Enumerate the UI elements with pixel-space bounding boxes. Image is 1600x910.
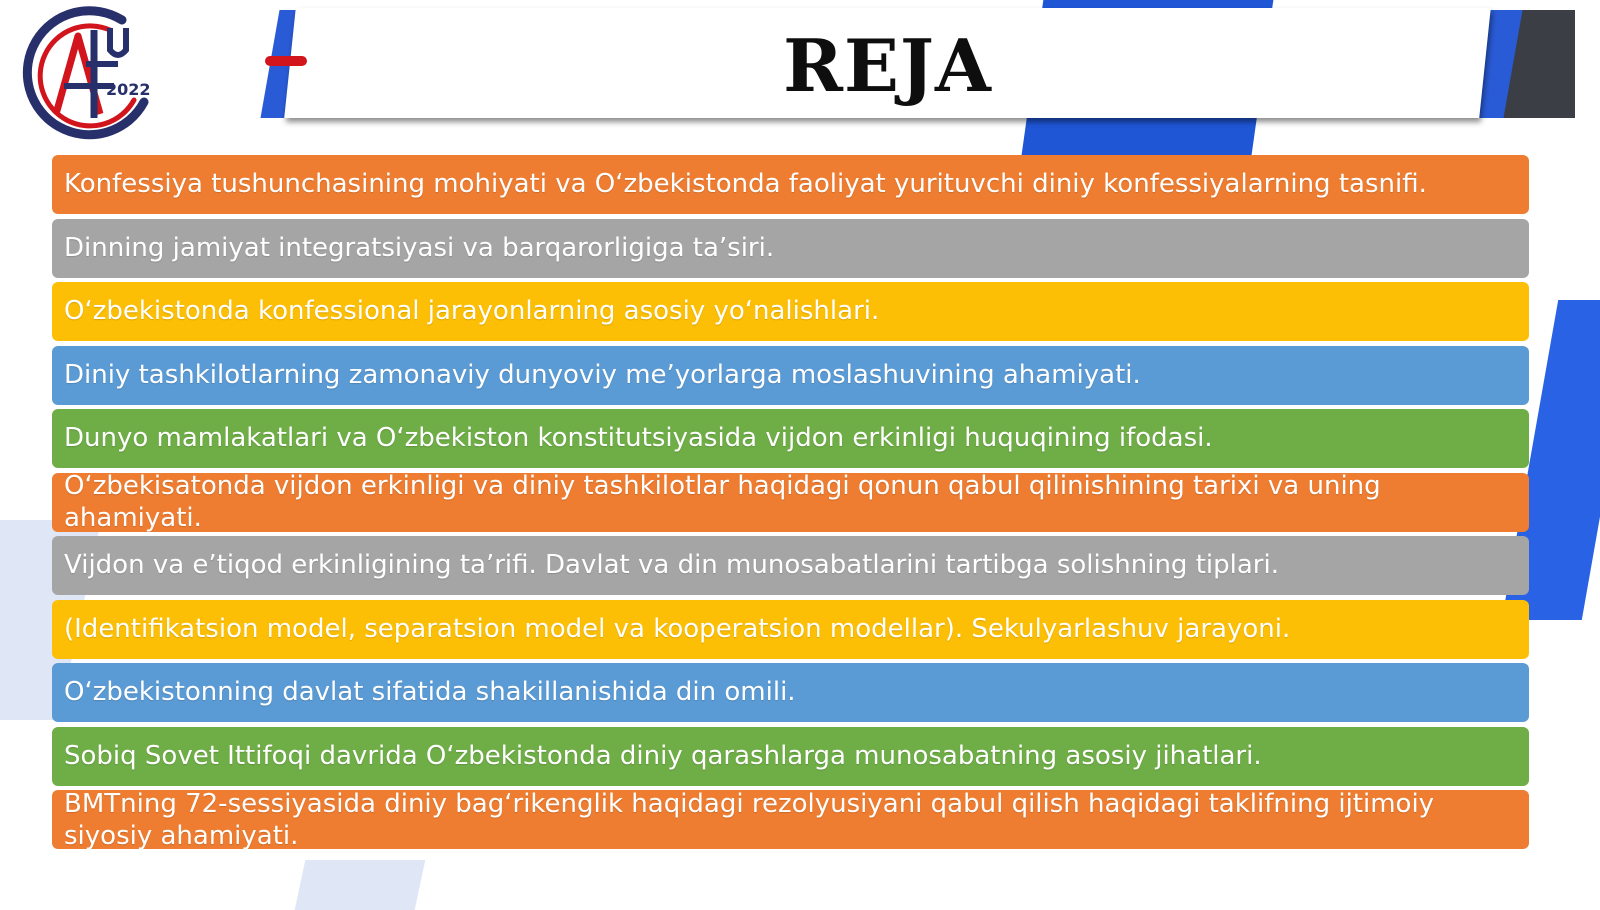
plan-item-text: O‘zbekistonning davlat sifatida shakillanishida din omili. <box>64 677 796 707</box>
slide-title: REJA <box>783 23 992 108</box>
plan-item-text: O‘zbekisatonda vijdon erkinligi va diniy tashkilotlar haqidagi qonun qabul qilinishining tarixi va uning ahamiyati. <box>64 472 1381 532</box>
plan-item-text: Dunyo mamlakatlari va O‘zbekiston konstitutsiyasida vijdon erkinligi huquqining ifodasi. <box>64 423 1213 453</box>
logo-icon <box>22 6 162 142</box>
plan-item <box>52 155 1529 214</box>
plan-item <box>52 727 1529 786</box>
plan-list <box>52 155 1529 854</box>
plan-item <box>52 473 1529 532</box>
plan-item <box>52 282 1529 341</box>
plan-item <box>52 600 1529 659</box>
plan-item <box>52 790 1529 849</box>
plan-item <box>52 219 1529 278</box>
plan-item <box>52 409 1529 468</box>
plan-item <box>52 663 1529 722</box>
plan-item-text: Sobiq Sovet Ittifoqi davrida O‘zbekistonda diniy qarashlarga munosabatning asosiy jihatlari. <box>64 740 1262 771</box>
conference-logo <box>22 6 162 142</box>
plan-item <box>52 346 1529 405</box>
plan-item-text: Vijdon va e’tiqod erkinligining ta’rifi. Davlat va din munosabatlarini tartibga solishning tiplari. <box>64 550 1279 580</box>
plan-item-text: Diniy tashkilotlarning zamonaviy dunyoviy me’yorlarga moslashuvining ahamiyati. <box>64 359 1141 390</box>
plan-item <box>52 536 1529 595</box>
plan-item-text: O‘zbekistonda konfessional jarayonlarning asosiy yo‘nalishlari. <box>64 296 880 326</box>
logo-year: 2022 <box>106 80 151 99</box>
plan-item-text: BMTning 72-sessiyasida diniy bag‘rikenglik haqidagi rezolyusiyani qabul qilish haqidagi taklifning ijtimoiy siyosiy ahamiyati. <box>64 790 1435 849</box>
plan-item-text: Dinning jamiyat integratsiyasi va barqarorligiga ta’siri. <box>64 232 775 263</box>
background-accent-shape <box>295 860 426 910</box>
plan-item-text: (Identifikatsion model, separatsion model va kooperatsion modellar). Sekulyarlashuv jarayoni. <box>64 613 1291 644</box>
plan-item-text: Konfessiya tushunchasining mohiyati va O‘zbekistonda faoliyat yurituvchi diniy konfessiyalarning tasnifi. <box>64 169 1427 199</box>
